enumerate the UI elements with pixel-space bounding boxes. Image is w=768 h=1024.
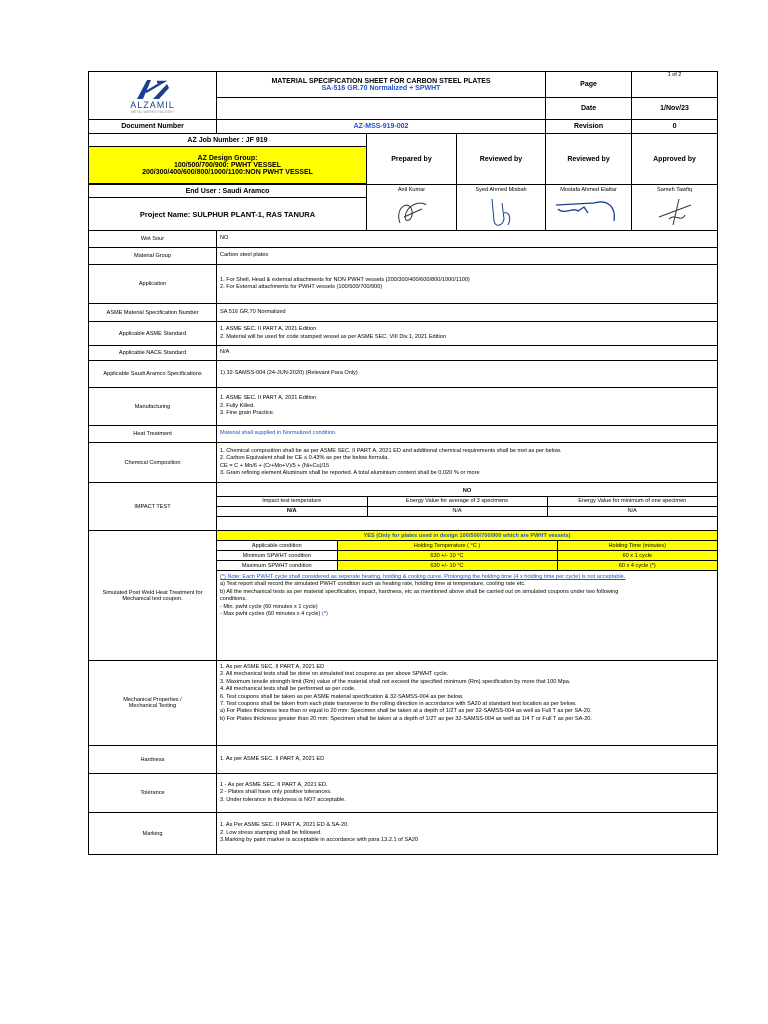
marking-value [217, 813, 718, 855]
signature-cell-2 [457, 185, 546, 231]
spwht-notes [217, 571, 717, 619]
mechanical-line: 1. As per ASME SEC. II PART A, 2021 ED [220, 664, 325, 670]
chemical-line: CE = C + Mn/6 + (Cr+Mo+V)/5 + (Ni+Cu)/15 [220, 462, 330, 469]
mechanical-line: b) For Plates thickness greater than 20 mm: Specimen shall be taken at a depth of 1/2T as per 32-SAMSS-004 as well as 1/4 T or Full T as per SA-20. [220, 715, 592, 722]
chemical-label: Chemical Composition [89, 443, 217, 483]
mechanical-label-line-1: Mechanical Properties / [123, 697, 182, 703]
manufacturing-line: 1. ASME SEC. II PART A, 2021 Edition [220, 395, 317, 402]
mechanical-line: 4. All mechanical tests shall be performed as per code. [220, 686, 356, 693]
signer-name-2: Syed Ahmed Misbah [475, 187, 527, 193]
mechanical-line: 2. All mechanical tests shall be done on simulated test coupons as per above SPWHT cycle. [220, 671, 449, 678]
spwht-r2c3: 60 x 4 cycle (*) [557, 561, 717, 571]
application-label: Application [89, 265, 217, 304]
document-subtitle: SA-516 GR.70 Normalized + SPWHT [321, 84, 441, 92]
asme-std-line: 1. ASME SEC. II PART A, 2021 Edition [220, 326, 317, 333]
wet-sour-label: Wet Sour [89, 231, 217, 248]
date-value: 1/Nov/23 [632, 98, 718, 120]
spwht-line: - Max pwht cycles (60 minutes x 4 cycle) [220, 611, 321, 618]
design-group-line-1: AZ Design Group: [197, 154, 258, 162]
chemical-line: 1. Chemical composition shall be as per ASME SEC. II PART A, 2021 ED and additional chemical requirements shall be met as per below. [220, 447, 562, 454]
marking-line: 2. Low stress stamping shall be followed. [220, 829, 322, 836]
spwht-note: (*) Note: Each PWHT cycle shall considered as seperate heating, holding & cooling curve. Prolonging the holding time (4 x holding time per cycle) is not acceptable. [220, 574, 626, 580]
application-value [217, 265, 718, 304]
hardness-value: 1. As per ASME SEC. II PART A, 2021 ED [217, 746, 718, 774]
asme-spec-value: SA 516 GR.70 Normalized [217, 304, 718, 322]
marking-line: 1. As Per ASME SEC. II PART A, 2021 ED & SA-20. [220, 822, 349, 829]
document-title [217, 72, 546, 98]
asme-spec-label: ASME Material Specification Number [89, 304, 217, 322]
document-title-text: MATERIAL SPECIFICATION SHEET FOR CARBON STEEL PLATES [271, 77, 491, 85]
reviewed-by-label-2: Reviewed by [546, 134, 632, 185]
spwht-h2: Holding Temperature ( °C ) [337, 541, 557, 551]
spwht-line: a) Test report shall record the simulated PWHT condition such as heating rate, holding time at temperature, cooling rate etc. [220, 581, 526, 588]
impact-status: NO [217, 487, 717, 497]
spwht-r1c3: 60 x 1 cycle [557, 551, 717, 561]
application-line: 1. For Shell, Head & external attachments for NON PWHT vessels (200/300/400/600/800/1000/1100) [220, 276, 470, 283]
signature-4-icon [655, 197, 695, 227]
marking-line: 3.Marking by paint marker is acceptable in accordance with para 13.2.1 of SA20 [220, 837, 419, 844]
approved-by-label: Approved by [632, 134, 718, 185]
signature-cell-4 [632, 185, 718, 231]
asme-std-value [217, 322, 718, 346]
spwht-line: b) All the mechanical tests as per material specification, impact, hardness, etc as mentioned above shall be carried out on simulated coupons under two following [220, 588, 619, 595]
material-spec-sheet [88, 71, 717, 855]
signature-3-icon [554, 197, 624, 223]
signer-name-1: Anil Kumar [397, 187, 426, 193]
design-group-line-2: 100/500/700/900: PWHT VESSEL [174, 161, 281, 169]
spwht-line: conditions. [220, 596, 247, 603]
spwht-h3: Holding Time (minutes) [557, 541, 717, 551]
wet-sour-value: NO [217, 231, 718, 248]
end-user: End User : Saudi Aramco [89, 185, 367, 198]
marking-label: Marking [89, 813, 217, 855]
manufacturing-line: 2. Fully Killed. [220, 402, 255, 409]
revision-label: Revision [546, 120, 632, 134]
page-value: 1 of 2 [632, 72, 718, 98]
signature-1-icon [392, 197, 432, 227]
aramco-spec-value: 1) 32-SAMSS-004 (24-JUN-2020) (Relevant Para Only) [217, 361, 718, 388]
mechanical-label-line-2: Mechanical Testing [128, 703, 177, 709]
spwht-banner: YES (Only for plates used in design 100/500/700/900 which are PWHT vessels) [217, 531, 717, 541]
mechanical-line: 3. Maximum tensile strength limit (Rm) value of the material shall not exceed the specified minimum (Rm) specification by more that 100 Mpa. [220, 678, 571, 685]
signer-name-3: Mostafa Ahmed Elattar [560, 187, 617, 193]
tolerance-line: 1 - As per ASME SEC. II PART A, 2021 ED. [220, 781, 328, 788]
mechanical-line: 6. Test coupons shall be taken as per ASME material specification & 32-SAMSS-004 as per below. [220, 693, 464, 700]
spwht-r2c1: Maximum SPWHT condition [217, 561, 337, 571]
title-spacer [217, 98, 546, 120]
spec-table [88, 230, 718, 855]
signature-2-icon [486, 197, 516, 231]
heat-treatment-value: Material shall supplied in Normalized condition. [217, 426, 718, 443]
date-label: Date [546, 98, 632, 120]
chemical-line: 3. Grain refining element Aluminum shall be reported. A total aluminium content shall be 0.020 % or more [220, 469, 480, 476]
tolerance-value [217, 774, 718, 813]
signature-cell-3 [546, 185, 632, 231]
spwht-r2c2: 630 +/- 10 °C [337, 561, 557, 571]
impact-val-1: N/A [217, 506, 367, 516]
material-group-value: Carbon steel plates [217, 248, 718, 265]
mechanical-value [217, 661, 718, 746]
impact-col-2: Energy Value for average of 3 specimens [367, 496, 547, 506]
impact-value [217, 483, 718, 531]
asme-std-line: 2. Material will be used for code stamped vessel as per ASME SEC. VIII Div.1, 2021 Edition [220, 333, 446, 340]
application-line: 2. For External attachments for PWHT vessels (100/500/700/900) [220, 284, 383, 290]
alzamil-logo-icon [133, 78, 173, 100]
spwht-r1c2: 630 +/- 10 °C [337, 551, 557, 561]
signer-name-4: Sameh Tawfiq [657, 187, 693, 193]
spwht-h1: Applicable condition [217, 541, 337, 551]
impact-val-3: N/A [547, 506, 717, 516]
spwht-line: - Min. pwht cycle (60 minutes x 1 cycle) [220, 603, 318, 610]
job-number: AZ Job Number : JF 919 [89, 134, 367, 147]
spwht-line-last [220, 611, 714, 618]
nace-value: N/A [217, 346, 718, 361]
impact-col-3: Energy Value for minimum of one specimen [547, 496, 717, 506]
tolerance-label: Tolerance [89, 774, 217, 813]
prepared-by-label: Prepared by [367, 134, 457, 185]
spwht-label: Simulated Post Weld Heat Treatment for Mechanical test coupon. [89, 531, 217, 661]
heat-treatment-label: Heat Treatment [89, 426, 217, 443]
nace-label: Applicable NACE Standard [89, 346, 217, 361]
project-name: Project Name: SULPHUR PLANT-1, RAS TANURA [89, 198, 367, 231]
revision-value: 0 [632, 120, 718, 134]
material-group-label: Material Group [89, 248, 217, 265]
design-group-line-3: 200/300/400/600/800/1000/1100:NON PWHT VESSEL [142, 168, 313, 176]
company-name: ALZAMIL [130, 99, 175, 110]
spwht-r1c1: Minimum SPWHT condition [217, 551, 337, 561]
reviewed-by-label-1: Reviewed by [457, 134, 546, 185]
doc-number-value: AZ-MSS-919-002 [217, 120, 546, 134]
impact-spacer [217, 516, 717, 527]
tolerance-line: 3. Under tolerance in thickness is NOT acceptable. [220, 796, 346, 803]
impact-col-1: Impact test temperature [217, 496, 367, 506]
manufacturing-label: Manufacturing [89, 388, 217, 426]
mechanical-line: a) For Plates thickness less than or equal to 20 mm: Specimen shall be taken at a depth of 1/2T as per 32-SAMSS-004 as well as Full T as per SA-20. [220, 708, 592, 715]
manufacturing-value [217, 388, 718, 426]
company-logo [89, 72, 217, 120]
aramco-spec-label: Applicable Saudi Aramco Specifications [89, 361, 217, 388]
page-label: Page [546, 72, 632, 98]
asme-std-label: Applicable ASME Standard [89, 322, 217, 346]
spwht-value [217, 531, 718, 661]
chemical-line: 2. Carbon Equivalent shall be CE ≤ 0.43% as per the below formula. [220, 455, 389, 462]
doc-number-label: Document Number [89, 120, 217, 134]
hardness-label: Hardness [89, 746, 217, 774]
spwht-star: (*) [321, 611, 328, 618]
tolerance-line: 2 - Plates shall have only positive tolerances. [220, 789, 332, 796]
signature-cell-1 [367, 185, 457, 231]
design-group [89, 147, 367, 184]
impact-val-2: N/A [367, 506, 547, 516]
mechanical-line: 7. Test coupons shall be taken from each plate transverse to the rolling direction in accordance with SA20 at standard test location as per below. [220, 701, 577, 708]
chemical-value [217, 443, 718, 483]
company-tagline: METAL WORKS FACTORY [131, 109, 174, 114]
mechanical-label [89, 661, 217, 746]
impact-label: IMPACT TEST [89, 483, 217, 531]
manufacturing-line: 3. Fine grain Practice. [220, 410, 275, 417]
header-table [88, 71, 718, 231]
